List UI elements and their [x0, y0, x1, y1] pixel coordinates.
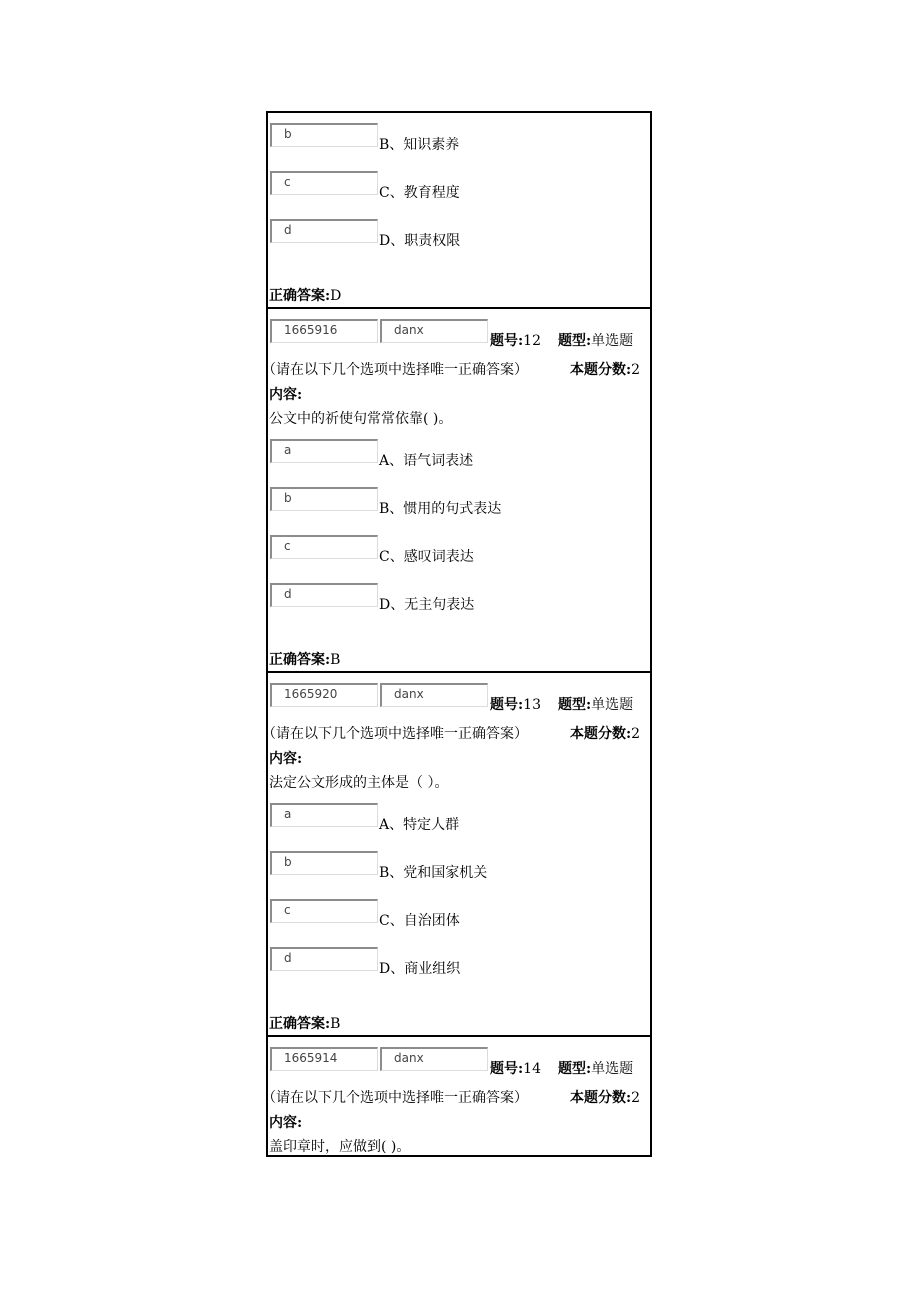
- question-content: 法定公文形成的主体是（ ）。: [269, 775, 449, 791]
- option-d-text: D、无主句表达: [379, 597, 475, 613]
- option-b-text: B、惯用的句式表达: [379, 501, 502, 517]
- question-number: 题号:12: [490, 333, 541, 349]
- option-d-field[interactable]: d: [270, 219, 378, 243]
- option-c-field[interactable]: c: [270, 535, 378, 559]
- option-a-text: A、特定人群: [379, 817, 460, 833]
- question-kind-field[interactable]: danx: [380, 683, 488, 707]
- option-d-text: D、职责权限: [379, 233, 461, 249]
- correct-answer: 正确答案:B: [269, 1016, 341, 1032]
- option-a-text: A、语气词表述: [379, 453, 474, 469]
- question-14: [262, 1035, 650, 1159]
- option-b-field[interactable]: b: [270, 487, 378, 511]
- content-label: 内容:: [269, 1115, 303, 1131]
- question-id-field[interactable]: 1665916: [270, 319, 378, 343]
- question-type: 题型:单选题: [558, 1061, 634, 1077]
- option-c-field[interactable]: c: [270, 899, 378, 923]
- question-kind-field[interactable]: danx: [380, 319, 488, 343]
- question-kind-field[interactable]: danx: [380, 1047, 488, 1071]
- question-12: [262, 307, 650, 673]
- option-c-text: C、自治团体: [379, 913, 460, 929]
- option-b-text: B、知识素养: [379, 137, 460, 153]
- option-c-text: C、感叹词表达: [379, 549, 474, 565]
- option-c-text: C、教育程度: [379, 185, 460, 201]
- option-c-field[interactable]: c: [270, 171, 378, 195]
- correct-answer: [269, 287, 341, 305]
- question-score: 本题分数:2: [570, 726, 641, 742]
- question-sheet: [262, 111, 652, 1157]
- answer-label: 正确答案:: [269, 288, 331, 304]
- question-11-tail: [268, 113, 650, 307]
- option-d-text: D、商业组织: [379, 961, 461, 977]
- question-id-field[interactable]: 1665914: [270, 1047, 378, 1071]
- question-hint: （请在以下几个选项中选择唯一正确答案）: [262, 1090, 528, 1106]
- question-number: 题号:14: [490, 1061, 541, 1077]
- option-b-text: B、党和国家机关: [379, 865, 488, 881]
- question-score: 本题分数:2: [570, 362, 641, 378]
- question-hint: （请在以下几个选项中选择唯一正确答案）: [262, 726, 528, 742]
- question-type: 题型:单选题: [558, 333, 634, 349]
- option-d-field[interactable]: d: [270, 583, 378, 607]
- option-a-field[interactable]: a: [270, 803, 378, 827]
- question-hint: （请在以下几个选项中选择唯一正确答案）: [262, 362, 528, 378]
- option-a-field[interactable]: a: [270, 439, 378, 463]
- answer-value: D: [330, 288, 342, 304]
- question-content: 公文中的祈使句常常依靠( )。: [269, 411, 453, 427]
- option-b-field[interactable]: b: [270, 851, 378, 875]
- question-13: [262, 671, 650, 1037]
- content-label: 内容:: [269, 751, 303, 767]
- question-number: 题号:13: [490, 697, 541, 713]
- option-d-field[interactable]: d: [270, 947, 378, 971]
- question-score: 本题分数:2: [570, 1090, 641, 1106]
- question-type: 题型:单选题: [558, 697, 634, 713]
- question-id-field[interactable]: 1665920: [270, 683, 378, 707]
- correct-answer: 正确答案:B: [269, 652, 341, 668]
- option-b-field[interactable]: b: [270, 123, 378, 147]
- question-content: 盖印章时，应做到( )。: [269, 1139, 411, 1155]
- content-label: 内容:: [269, 387, 303, 403]
